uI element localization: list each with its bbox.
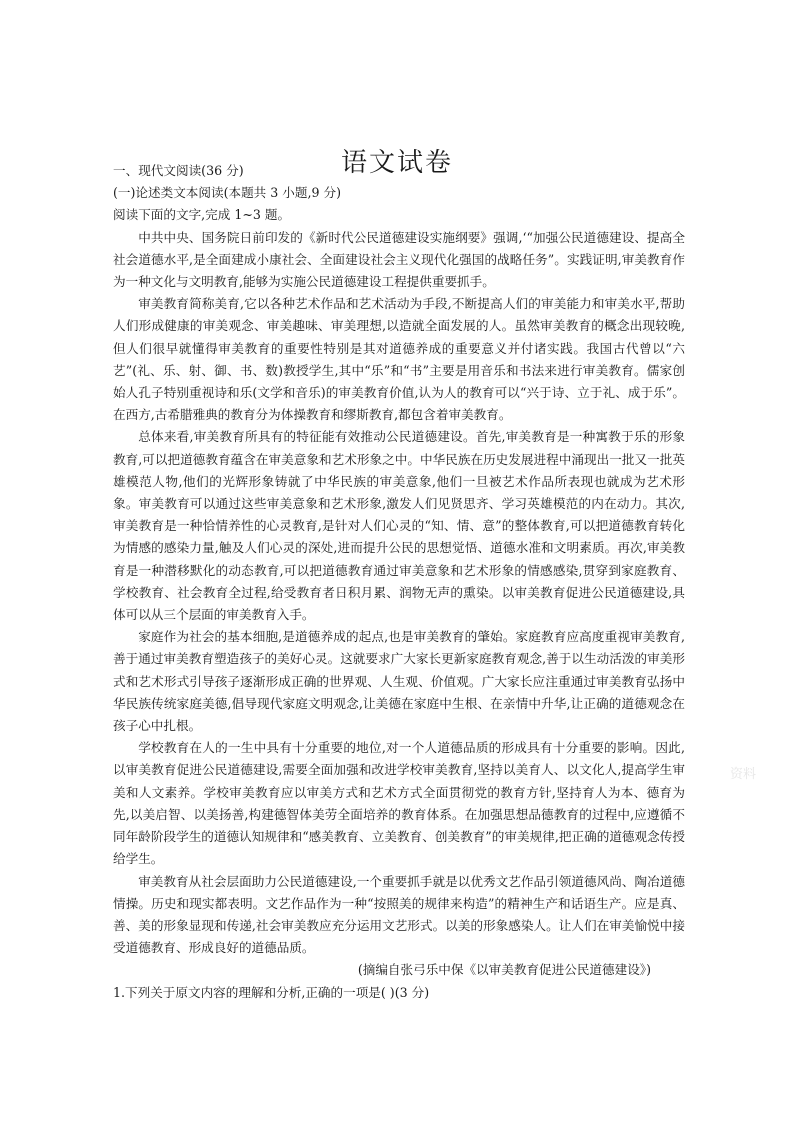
paragraph-4: 家庭作为社会的基本细胞,是道德养成的起点,也是审美教育的肇始。家庭教育应高度重视审美教育,善于通过审美教育塑造孩子的美好心灵。这就要求广大家长更新家庭教育观念,善于以生动活泼的审美形式和艺术形式引导孩子逐渐形成正确的世界观、人生观、价值观。广大家长应注重通过审美教育弘扬中华民族传统家庭美德,倡导现代家庭文明观念,让美德在家庭中生根、在亲情中升华,让正确的道德观念在孩子心中扎根。: [113, 629, 685, 734]
subsection-heading: (一)论述类文本阅读(本题共 3 小题,9 分): [113, 185, 342, 201]
paragraph-3: 总体来看,审美教育所具有的特征能有效推动公民道德建设。首先,审美教育是一种寓教于乐的形象教育,可以把道德教育蕴含在审美意象和艺术形象之中。中华民族在历史发展进程中涌现出一批又一批英雄模范人物,他们的光辉形象铸就了中华民族的审美意象,他们一旦被艺术作品所表现也就成为艺术形象。审美教育可以通过这些审美意象和艺术形象,激发人们见贤思齐、学习英雄模范的内在动力。其次,审美教育是一种恰情养性的心灵教育,是针对人们心灵的“知、情、意”的整体教育,可以把道德教育转化为情感的感染力量,触及人们心灵的深处,进而提升公民的思想觉悟、道德水准和文明素质。再次,审美教育是一种潜移默化的动态教育,可以把道德教育通过审美意象和艺术形象的情感感染,贯穿到家庭教育、学校教育、社会教育全过程,给受教育者日积月累、润物无声的熏染。以审美教育促进公民道德建设,具体可以从三个层面的审美教育入手。: [113, 429, 685, 623]
paragraph-2: 审美教育简称美育,它以各种艺术作品和艺术活动为手段,不断提高人们的审美能力和审美水平,帮助人们形成健康的审美观念、审美趣味、审美理想,以造就全面发展的人。虽然审美教育的概念出现较晚,但人们很早就懂得审美教育的重要性特别是其对道德养成的重要意义并付诸实践。我国古代曾以“六艺”(礼、乐、射、御、书、数)教授学生,其中“乐”和“书”主要是用音乐和书法来进行审美教育。儒家创始人孔子特别重视诗和乐(文学和音乐)的审美教育价值,认为人的教育可以“兴于诗、立于礼、成于乐”。在西方,古希腊雅典的教育分为体操教育和缪斯教育,都包含着审美教育。: [113, 296, 685, 423]
exam-body: [113, 160, 685, 1004]
question-1: 1.下列关于原文内容的理解和分析,正确的一项是( )(3 分): [113, 984, 430, 1000]
paragraph-6: 审美教育从社会层面助力公民道德建设,一个重要抓手就是以优秀文艺作品引领道德风尚、陶冶道德情操。历史和现实都表明。文艺作品作为一种“按照美的规律来构造”的精神生产和话语生产。应是真、善、美的形象显现和传递,社会审美教应充分运用文艺形式。以美的形象感染人。让人们在审美愉悦中接受道德教育、形成良好的道德品质。: [113, 873, 685, 956]
exam-title: 语文试卷: [340, 148, 453, 179]
section-heading: 一、现代文阅读(36 分): [113, 163, 244, 178]
paragraph-5: 学校教育在人的一生中具有十分重要的地位,对一个人道德品质的形成具有十分重要的影响。因此,以审美教育促进公民道德建设,需要全面加强和改进学校审美教育,坚持以美育人、以文化人,提高学生审美和人文素养。学校审美教育应以审美方式和艺术方式全面贯彻党的教育方针,坚持育人为本、德育为先,以美启智、以美扬善,构建德智体美劳全面培养的教育体系。在加强思想品德教育的过程中,应遵循不同年龄阶段学生的道德认知规律和“感美教育、立美教育、创美教育”的审美规律,把正确的道德观念传授给学生。: [113, 740, 685, 867]
watermark: 资料: [730, 767, 757, 782]
source-citation: (摘编自张弓乐中保《以审美教育促进公民道德建设》): [357, 962, 651, 978]
paragraph-1: 中共中央、国务院日前印发的《新时代公民道德建设实施纲要》强调,‘“加强公民道德建设、提高全社会道德水平,是全面建成小康社会、全面建设社会主义现代化强国的战略任务”。实践证明,审美教育作为一种文化与文明教育,能够为实施公民道德建设工程提供重要抓手。: [113, 229, 685, 290]
reading-instruction: 阅读下面的文字,完成 1~3 题。: [113, 207, 291, 223]
